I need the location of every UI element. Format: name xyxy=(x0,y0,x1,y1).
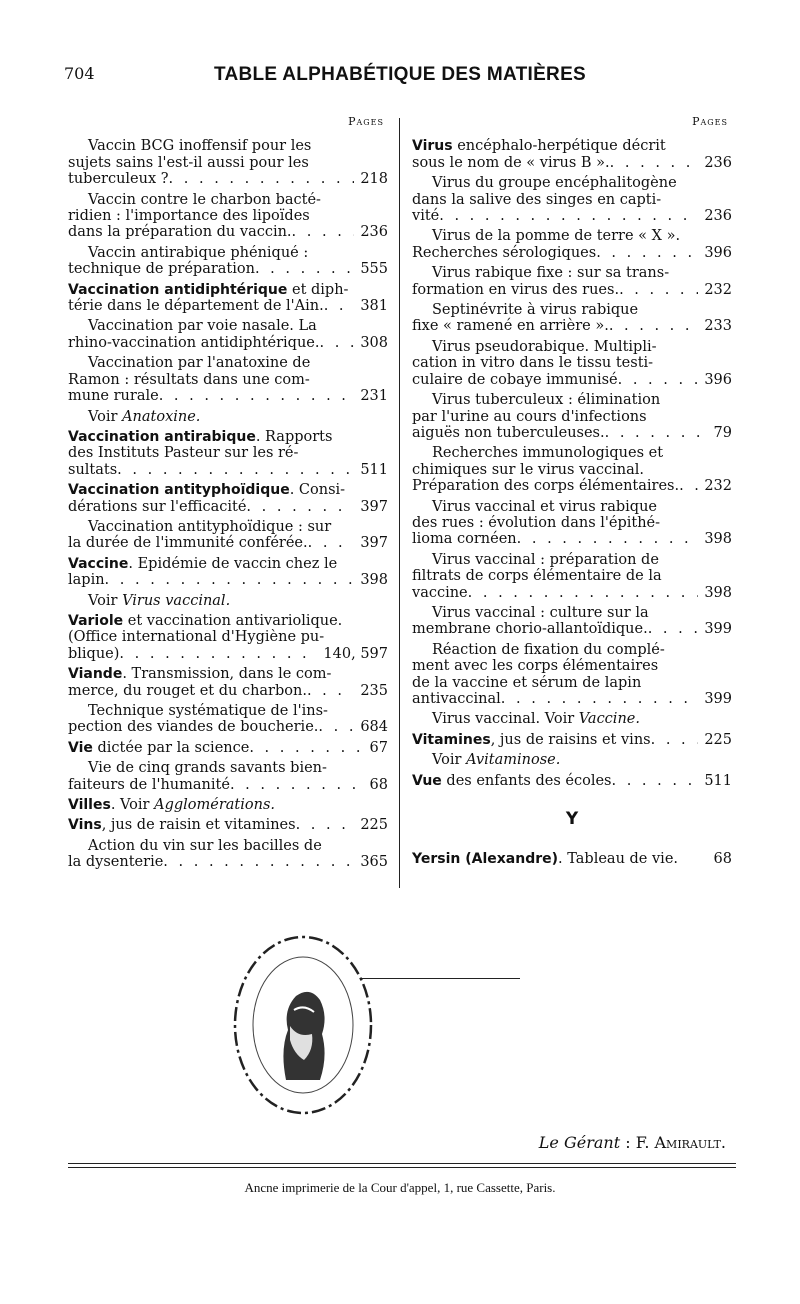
index-entry xyxy=(68,245,388,278)
entry-text: vaccine xyxy=(412,584,468,601)
entry-line xyxy=(412,478,732,494)
index-entry xyxy=(412,642,732,708)
index-entry xyxy=(412,392,732,441)
faculty-seal-stamp xyxy=(228,930,378,1120)
entry-line xyxy=(68,556,388,572)
entry-line xyxy=(68,282,388,298)
leader-dots xyxy=(105,572,355,588)
entry-text: faiteurs de l'humanité xyxy=(68,776,230,793)
entry-text: tuberculeux ? xyxy=(68,171,169,188)
entry-line: sujets sains l'est-il aussi pour les xyxy=(68,154,309,171)
entry-page: 396 xyxy=(704,244,732,261)
index-entry xyxy=(68,703,388,736)
index-entry xyxy=(412,339,732,388)
leader-dots xyxy=(619,282,698,298)
entry-line xyxy=(412,732,732,748)
entry-line: cation in vitro dans le tissu testi- xyxy=(412,355,654,372)
entry-text: . Rapports xyxy=(255,428,333,445)
entry-page: 308 xyxy=(360,334,388,351)
entry-head-word: Vue xyxy=(412,772,442,789)
entry-line: Vaccin contre le charbon bacté- xyxy=(88,191,321,208)
entry-line xyxy=(412,621,732,637)
index-entry xyxy=(412,175,732,224)
entry-line xyxy=(68,740,388,756)
entry-text: dans la préparation du vaccin. xyxy=(68,224,292,241)
entry-head-word: Viande xyxy=(68,666,123,683)
entry-line xyxy=(68,335,388,351)
entry-line: ment avec les corps élémentaires xyxy=(412,658,659,675)
index-entry xyxy=(68,556,388,589)
entry-head-word: Vins xyxy=(68,817,102,834)
entry-head-word: Vaccination antityphoïdique xyxy=(68,482,290,499)
leader-dots xyxy=(296,817,355,833)
index-entry xyxy=(412,752,732,768)
entry-page: 365 xyxy=(360,854,388,871)
entry-text: des enfants des écoles xyxy=(441,772,612,789)
column-head-pages: Pages xyxy=(348,115,384,128)
index-entry xyxy=(412,605,732,638)
entry-page: 511 xyxy=(360,461,388,478)
entry-line: Ramon : résultats dans une com- xyxy=(68,371,310,388)
entry-page: 232 xyxy=(704,281,732,298)
entry-page: 218 xyxy=(360,171,388,188)
index-entry xyxy=(68,482,388,515)
entry-line: des Instituts Pasteur sur les ré- xyxy=(68,445,299,462)
index-entry xyxy=(68,138,388,187)
entry-line xyxy=(68,593,388,609)
leader-dots xyxy=(320,335,355,351)
entry-line xyxy=(68,499,388,515)
leader-dots xyxy=(324,298,355,314)
entry-text: . Transmission, dans le com- xyxy=(122,666,332,683)
entry-text: la durée de l'immunité conférée. xyxy=(68,535,308,552)
stamp-signature-line xyxy=(360,978,520,979)
leader-dots xyxy=(308,535,355,551)
index-entry xyxy=(412,732,732,748)
entry-line: Action du vin sur les bacilles de xyxy=(88,837,322,854)
entry-head-word: Vaccine xyxy=(68,555,129,572)
entry-head-word: Vaccination antidiphtérique xyxy=(68,281,288,298)
entry-page: 79 xyxy=(713,424,732,441)
entry-page: 555 xyxy=(360,261,388,278)
entry-page: 68 xyxy=(713,851,732,868)
entry-line: Vaccin antirabique phéniqué : xyxy=(88,244,309,261)
entry-text: dictée par la science xyxy=(92,739,250,756)
index-entry xyxy=(68,740,388,756)
leader-dots xyxy=(468,585,699,601)
entry-line xyxy=(412,773,732,789)
entry-line: Virus vaccinal et virus rabique xyxy=(432,498,657,515)
entry-list-right xyxy=(412,138,732,789)
entry-line: Vaccin BCG inoffensif pour les xyxy=(88,138,312,155)
index-entry-yersin xyxy=(412,851,732,867)
entry-line: Vaccination par voie nasale. La xyxy=(88,318,317,335)
entry-text: et diph- xyxy=(287,281,349,298)
index-entry xyxy=(412,265,732,298)
leader-dots xyxy=(249,740,363,756)
entry-text: technique de préparation xyxy=(68,261,255,278)
column-head-pages-right: Pages xyxy=(692,115,728,128)
index-entry xyxy=(68,318,388,351)
entry-line xyxy=(68,482,388,498)
entry-head-word: Vitamines xyxy=(412,731,491,748)
entry-page: 231 xyxy=(360,388,388,405)
entry-line: par l'urine au cours d'infections xyxy=(412,408,647,425)
entry-head-word: Vaccination antirabique xyxy=(68,428,256,445)
entry-text: fixe « ramené en arrière ». xyxy=(412,318,609,335)
index-entry xyxy=(68,666,388,699)
signature-name: F. Amirault. xyxy=(635,1133,726,1152)
entry-line xyxy=(412,155,732,171)
entry-text: , jus de raisins et vins xyxy=(490,731,651,748)
entry-head-word: Vie xyxy=(68,739,93,756)
entry-text: . Consi- xyxy=(289,482,346,499)
entry-line: Virus tuberculeux : élimination xyxy=(432,392,661,409)
entry-line xyxy=(412,531,732,547)
entry-line xyxy=(68,646,388,662)
entry-line: ridien : l'importance des lipoïdes xyxy=(68,208,310,225)
entry-line xyxy=(68,817,388,833)
entry-page: 225 xyxy=(704,731,732,748)
entry-page: 236 xyxy=(704,154,732,171)
column-divider xyxy=(399,118,400,888)
entry-line: chimiques sur le virus vaccinal. xyxy=(412,461,644,478)
entry-line xyxy=(68,683,388,699)
entry-line: Virus du groupe encéphalitogène xyxy=(432,175,677,192)
entry-text: lapin xyxy=(68,572,105,589)
index-column-left xyxy=(68,114,388,875)
entry-page: 235 xyxy=(360,682,388,699)
index-entry xyxy=(412,302,732,335)
entry-line: (Office international d'Hygiène pu- xyxy=(68,629,325,646)
entry-text: . Voir xyxy=(110,797,155,814)
entry-crossref: Agglomérations. xyxy=(154,797,276,814)
entry-text: . Tableau de vie. xyxy=(558,851,679,868)
leader-dots xyxy=(610,155,699,171)
entry-text: formation en virus des rues. xyxy=(412,281,620,298)
entry-line xyxy=(68,224,388,240)
entry-line xyxy=(412,425,732,441)
entry-line xyxy=(68,854,388,870)
entry-line xyxy=(412,138,732,154)
entry-text: culaire de cobaye immunisé xyxy=(412,371,618,388)
entry-line xyxy=(68,797,388,813)
entry-line xyxy=(412,711,732,727)
entry-text: et vaccination antivariolique. xyxy=(123,612,343,629)
entry-page: 397 xyxy=(360,535,388,552)
leader-dots xyxy=(648,621,699,637)
index-entry xyxy=(412,445,732,494)
entry-line: Virus de la pomme de terre « X ». xyxy=(432,228,681,245)
entry-page: 233 xyxy=(704,318,732,335)
index-entry xyxy=(68,797,388,813)
entry-text: , jus de raisin et vitamines xyxy=(101,817,296,834)
entry-text: mune rurale xyxy=(68,388,159,405)
entry-line xyxy=(68,613,388,629)
entry-page: 684 xyxy=(360,719,388,736)
entry-line: Virus pseudorabique. Multipli- xyxy=(432,338,657,355)
index-entry xyxy=(412,773,732,789)
entry-page: 68 xyxy=(369,776,388,793)
entry-line: des rues : évolution dans l'épithé- xyxy=(412,514,661,531)
entry-head-word: Yersin (Alexandre) xyxy=(412,851,559,868)
entry-text: encéphalo-herpétique décrit xyxy=(452,138,666,155)
leader-dots xyxy=(679,478,698,494)
entry-text: . Épidémie de vaccin chez le xyxy=(128,555,338,572)
entry-page: 67 xyxy=(369,739,388,756)
entry-text: lioma cornéen xyxy=(412,531,517,548)
entry-line xyxy=(68,388,388,404)
entry-crossref: Virus vaccinal. xyxy=(122,592,231,609)
leader-dots xyxy=(119,646,317,662)
entry-page: 381 xyxy=(360,298,388,315)
entry-page: 236 xyxy=(360,224,388,241)
leader-dots xyxy=(159,388,355,404)
entry-page: 399 xyxy=(704,691,732,707)
page-number: 704 xyxy=(64,64,95,83)
entry-line: Virus vaccinal : culture sur la xyxy=(432,604,649,621)
printer-imprint: Ancne imprimerie de la Cour d'appel, 1, rue Cassette, Paris. xyxy=(244,1180,556,1195)
entry-line: Virus vaccinal : préparation de xyxy=(432,551,659,568)
entry-line: Vie de cinq grands savants bien- xyxy=(88,760,327,777)
leader-dots xyxy=(169,171,355,187)
entry-page: 397 xyxy=(360,498,388,515)
entry-text: aiguës non tuberculeuses. xyxy=(412,424,605,441)
entry-line xyxy=(412,585,732,601)
entry-line xyxy=(412,282,732,298)
entry-text: rhino-vaccination antidiphtérique. xyxy=(68,334,320,351)
entry-line xyxy=(68,462,388,478)
leader-dots xyxy=(230,777,364,793)
entry-voir: Voir xyxy=(88,592,123,609)
entry-line xyxy=(68,666,388,682)
entry-page: 225 xyxy=(360,817,388,834)
leader-dots xyxy=(596,245,698,261)
entry-line xyxy=(68,535,388,551)
signature-separator: : xyxy=(620,1133,636,1152)
entry-line: filtrats de corps élémentaire de la xyxy=(412,568,662,585)
leader-dots xyxy=(163,854,354,870)
entry-head-word: Virus xyxy=(412,138,453,155)
leader-dots xyxy=(255,261,354,277)
letter-heading: Y xyxy=(565,809,579,830)
leader-dots xyxy=(612,773,699,789)
entry-line xyxy=(412,752,732,768)
entry-text: blique) xyxy=(68,645,120,662)
index-column-right xyxy=(412,114,732,872)
entry-text: pection des viandes de boucherie. xyxy=(68,719,319,736)
entry-line xyxy=(68,572,388,588)
index-entry xyxy=(68,519,388,552)
leader-dots xyxy=(439,208,698,224)
index-entry xyxy=(68,429,388,478)
entry-line: dans la salive des singes en capti- xyxy=(412,191,662,208)
entry-line xyxy=(68,409,388,425)
entry-page: 396 xyxy=(704,371,732,388)
entry-text: la dysenterie xyxy=(68,854,164,871)
entry-text: sous le nom de « virus B ». xyxy=(412,154,610,171)
entry-crossref: Anatoxine. xyxy=(122,408,201,425)
entry-line xyxy=(68,719,388,735)
entry-line xyxy=(68,429,388,445)
index-entry xyxy=(412,228,732,261)
leader-dots xyxy=(651,732,699,748)
entry-page: 232 xyxy=(704,478,732,495)
entry-text: térie dans le département de l'Ain. xyxy=(68,298,324,315)
entry-line xyxy=(68,171,388,187)
entry-line: Réaction de fixation du complé- xyxy=(432,641,665,658)
leader-dots xyxy=(609,318,699,334)
entry-voir: Virus vaccinal. Voir xyxy=(432,711,579,728)
entry-line xyxy=(412,318,732,334)
entry-text: vité xyxy=(412,208,440,225)
entry-text: sultats xyxy=(68,461,118,478)
entry-page: 398 xyxy=(360,572,388,589)
entry-head-word: Variole xyxy=(68,612,124,629)
entry-line: Virus rabique fixe : sur sa trans- xyxy=(432,265,670,282)
leader-dots xyxy=(246,499,354,515)
entry-line: de la vaccine et sérum de lapin xyxy=(412,674,642,691)
leader-dots xyxy=(605,425,708,441)
entry-line xyxy=(412,208,732,224)
entry-voir: Voir xyxy=(88,408,123,425)
index-entry xyxy=(68,817,388,833)
entry-line xyxy=(412,691,732,707)
entry-page: 511 xyxy=(704,772,732,789)
entry-text: membrane chorio-allantoïdique. xyxy=(412,621,648,638)
entry-text: dérations sur l'efficacité xyxy=(68,498,247,515)
index-entry xyxy=(68,355,388,404)
leader-dots xyxy=(318,719,354,735)
index-entry xyxy=(412,499,732,548)
entry-line xyxy=(68,777,388,793)
entry-page: 399 xyxy=(704,621,732,638)
entry-page: 398 xyxy=(704,531,732,548)
entry-voir: Voir xyxy=(432,752,467,769)
entry-page: 236 xyxy=(704,208,732,225)
index-entry xyxy=(68,613,388,662)
entry-line: Recherches immunologiques et xyxy=(432,445,664,462)
leader-dots xyxy=(117,462,354,478)
index-entry xyxy=(412,138,732,171)
entry-crossref: Avitaminose. xyxy=(466,752,561,769)
entry-line xyxy=(68,298,388,314)
leader-dots xyxy=(501,691,699,707)
index-entry xyxy=(68,760,388,793)
entry-line: Technique systématique de l'ins- xyxy=(88,703,328,719)
index-entry xyxy=(68,838,388,871)
signature-line xyxy=(539,1133,726,1152)
index-entry xyxy=(412,552,732,601)
footer-rule-top xyxy=(68,1163,736,1164)
index-entry xyxy=(68,192,388,241)
signature-label: Le Gérant xyxy=(538,1133,621,1152)
leader-dots xyxy=(292,224,355,240)
leader-dots xyxy=(517,531,699,547)
entry-line xyxy=(412,245,732,261)
entry-line: Septinévrite à virus rabique xyxy=(432,302,639,319)
entry-page: 398 xyxy=(704,584,732,601)
entry-page: 140, 597 xyxy=(323,645,388,662)
entry-text: antivaccinal xyxy=(412,691,501,707)
index-entry xyxy=(68,282,388,315)
entry-line xyxy=(68,261,388,277)
entry-text: Préparation des corps élémentaires. xyxy=(412,478,680,495)
entry-list-left xyxy=(68,138,388,870)
index-entry xyxy=(412,711,732,727)
leader-dots xyxy=(618,372,699,388)
index-entry xyxy=(68,593,388,609)
entry-text: Recherches sérologiques xyxy=(412,244,597,261)
entry-line xyxy=(412,372,732,388)
page-header xyxy=(64,64,736,90)
running-title: TABLE ALPHABÉTIQUE DES MATIÈRES xyxy=(213,64,587,85)
entry-head-word: Villes xyxy=(68,797,111,814)
leader-dots xyxy=(307,683,354,699)
entry-crossref: Vaccine. xyxy=(578,711,640,728)
index-entry xyxy=(68,409,388,425)
entry-line: Vaccination antityphoïdique : sur xyxy=(88,518,332,535)
entry-text: merce, du rouget et du charbon. xyxy=(68,682,307,699)
entry-line: Vaccination par l'anatoxine de xyxy=(88,355,311,372)
footer-rule-bottom xyxy=(68,1167,736,1168)
